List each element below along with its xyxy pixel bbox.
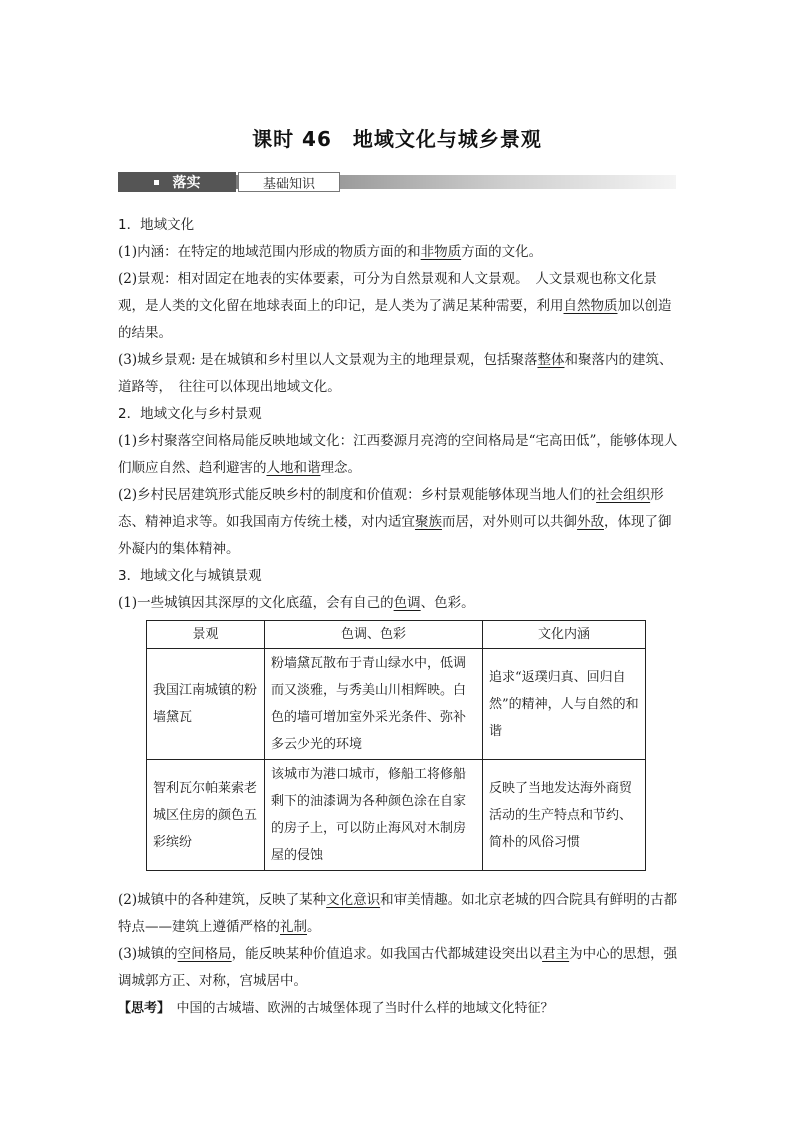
paragraph-urban-buildings bbox=[118, 887, 678, 941]
underlined-term: 君主 bbox=[542, 946, 570, 962]
paragraph-rural-layout bbox=[118, 428, 678, 482]
table-cell: 粉墙黛瓦散布于青山绿水中，低调而又淡雅，与秀美山川相辉映。白色的墙可增加室外采光条件、弥补多云少光的环境 bbox=[265, 649, 483, 760]
text: 和聚落内的建筑、道路等， 往往可以体现出地域文化。 bbox=[118, 352, 673, 395]
heading-regional-culture: 1．地域文化 bbox=[118, 217, 195, 233]
think-question bbox=[118, 995, 678, 1022]
column-header: 文化内涵 bbox=[483, 621, 646, 649]
culture-table bbox=[146, 620, 646, 871]
text: 为中心的思想，强调城郭方正、对称，宫城居中。 bbox=[118, 946, 678, 989]
page-title: 课时 46 地域文化与城乡景观 bbox=[252, 127, 542, 151]
text: (3)城乡景观: 是在城镇和乡村里以人文景观为主的地理景观，包括聚落 bbox=[118, 352, 538, 368]
text: (1)乡村聚落空间格局能反映地域文化：江西婺源月亮湾的空间格局是“宅高田低”，能够体现人们顺应自然、趋利避害的 bbox=[118, 433, 678, 476]
text: (1)一些城镇因其深厚的文化底蕴，会有自己的 bbox=[118, 595, 394, 611]
table-cell: 智利瓦尔帕莱索老城区住房的颜色五彩缤纷 bbox=[147, 760, 265, 871]
content-body bbox=[118, 212, 678, 1022]
table-cell: 追求“返璞归真、回归自然”的精神，人与自然的和谐 bbox=[483, 649, 646, 760]
text: (2)乡村民居建筑形式能反映乡村的制度和价值观：乡村景观能够体现当地人们的 bbox=[118, 487, 597, 503]
underlined-term: 人地和谐 bbox=[266, 460, 321, 476]
text: 而居，对外则可以共御 bbox=[442, 514, 577, 530]
column-header: 景观 bbox=[147, 621, 265, 649]
text: 理念。 bbox=[320, 460, 361, 476]
text: (2)城镇中的各种建筑，反映了某种 bbox=[118, 892, 327, 908]
paragraph-connotation bbox=[118, 239, 678, 266]
text: (1)内涵：在特定的地域范围内形成的物质方面的和 bbox=[118, 244, 421, 260]
section-tag-label: 落实 bbox=[172, 175, 201, 191]
underlined-term: 自然物质 bbox=[563, 298, 618, 314]
underlined-term: 空间格局 bbox=[177, 946, 232, 962]
section-bar bbox=[118, 172, 676, 192]
table-row bbox=[147, 649, 646, 760]
section-label: 基础知识 bbox=[238, 172, 340, 192]
table-header-row bbox=[147, 621, 646, 649]
underlined-term: 色调 bbox=[393, 595, 421, 611]
think-text: 中国的古城墙、欧洲的古城堡体现了当时什么样的地域文化特征？ bbox=[163, 1001, 554, 1016]
text: ，能反映某种价值追求。如我国古代都城建设突出以 bbox=[231, 946, 543, 962]
paragraph-urban-layout bbox=[118, 941, 678, 995]
text: (2)景观：相对固定在地表的实体要素，可分为自然景观和人文景观。 人文景观也称文化景观，是人类的文化留在地球表面上的印记，是人类为了满足某种需要，利用 bbox=[118, 271, 657, 314]
heading-rural: 2．地域文化与乡村景观 bbox=[118, 406, 262, 422]
text: 加以创造的结果。 bbox=[118, 298, 672, 341]
underlined-term: 整体 bbox=[537, 352, 565, 368]
text: ，体现了御外凝内的集体精神。 bbox=[118, 514, 672, 557]
paragraph-urban-rural bbox=[118, 347, 678, 401]
column-header: 色调、色彩 bbox=[265, 621, 483, 649]
underlined-term: 文化意识 bbox=[326, 892, 381, 908]
table-cell: 反映了当地发达海外商贸活动的生产特点和节约、简朴的风俗习惯 bbox=[483, 760, 646, 871]
heading-urban: 3．地域文化与城镇景观 bbox=[118, 568, 262, 584]
text: (3)城镇的 bbox=[118, 946, 178, 962]
underlined-term: 礼制 bbox=[280, 919, 307, 935]
table-row bbox=[147, 760, 646, 871]
think-tag: 【思考】 bbox=[118, 1001, 164, 1016]
underlined-term: 社会组织 bbox=[596, 487, 651, 503]
underlined-term: 外敌 bbox=[577, 514, 604, 530]
text: 。 bbox=[307, 919, 321, 935]
paragraph-landscape bbox=[118, 266, 678, 347]
paragraph-urban-color bbox=[118, 590, 678, 617]
spacer bbox=[118, 871, 678, 887]
paragraph-rural-architecture bbox=[118, 482, 678, 563]
text: 、色彩。 bbox=[420, 595, 475, 611]
text: 方面的文化。 bbox=[461, 244, 543, 260]
square-bullet-icon bbox=[154, 180, 159, 185]
section-tag bbox=[118, 172, 236, 192]
text: 形态、精神追求等。如我国南方传统土楼，对内适宜 bbox=[118, 487, 664, 530]
underlined-term: 聚族 bbox=[415, 514, 442, 530]
table-cell: 该城市为港口城市，修船工将修船剩下的油漆调为各种颜色涂在自家的房子上，可以防止海风对木制房屋的侵蚀 bbox=[265, 760, 483, 871]
underlined-term: 非物质 bbox=[420, 244, 462, 260]
text: 和审美情趣。如北京老城的四合院具有鲜明的古都特点——建筑上遵循严格的 bbox=[118, 892, 678, 935]
table-cell: 我国江南城镇的粉墙黛瓦 bbox=[147, 649, 265, 760]
